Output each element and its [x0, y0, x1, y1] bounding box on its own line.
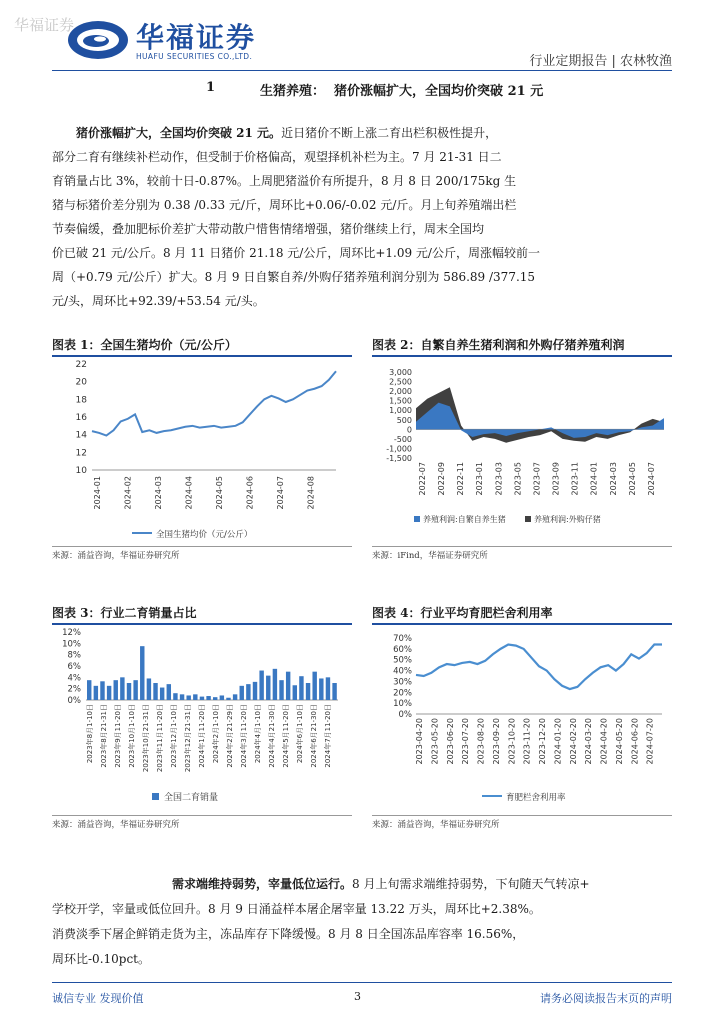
fig3-bar [226, 698, 230, 700]
para-line: 学校开学，宰量或低位回升。8 月 9 日涌益样本屠企屠宰量 13.22 万头，周环比+2.38%。 [52, 902, 541, 916]
fig3-bar [279, 680, 283, 700]
fig4-x-tick-label: 2023-08-20 [476, 718, 486, 765]
fig3-bar [120, 677, 124, 700]
fig1-source-rule [52, 546, 352, 547]
fig3-bar [233, 694, 237, 700]
fig3-bar [87, 680, 91, 700]
para-line: 周环比-0.10pct。 [52, 952, 150, 966]
fig2-y-tick-label: 2,500 [389, 377, 412, 387]
fig3-bar [193, 694, 197, 700]
fig2-y-tick-label: -1,500 [386, 454, 412, 463]
fig3-bar [186, 695, 190, 700]
fig4-x-tick-label: 2023-07-20 [461, 718, 471, 765]
fig3-bar [259, 671, 263, 700]
page-number: 3 [354, 990, 361, 1003]
fig4-x-tick-label: 2023-04-20 [415, 718, 424, 765]
section-number: 1 [206, 80, 216, 95]
fig3-title-rule [52, 623, 352, 625]
fig2-x-tick-label: 2022-07 [418, 462, 427, 496]
fig2-x-tick-label: 2022-11 [456, 462, 466, 496]
fig2-legend-swatch-2 [525, 516, 531, 522]
fig3-x-tick-label: 2023年9月11-20日 [114, 704, 122, 768]
fig4-y-tick-label: 40% [393, 666, 412, 677]
fig3-x-tick-label: 2024年6月21-30日 [310, 704, 318, 768]
fig1-title-rule [52, 355, 352, 357]
footer-divider [52, 982, 672, 983]
fig1-x-tick-label: 2024-02 [123, 476, 133, 510]
brand-name-en: HUAFU SECURITIES CO.,LTD. [136, 52, 253, 61]
fig4-y-tick-label: 30% [393, 677, 412, 688]
fig4-x-tick-label: 2023-09-20 [491, 718, 501, 765]
fig3-x-tick-label: 2024年2月1-10日 [212, 704, 220, 764]
fig2-x-tick-label: 2024-05 [627, 462, 637, 496]
fig1-x-tick-label: 2024-05 [215, 476, 224, 510]
paragraph-demand [52, 872, 672, 972]
fig2-x-tick-label: 2024-03 [608, 462, 618, 496]
fig2-source-rule [372, 546, 672, 547]
fig2-source: 来源：iFind，华福证券研究所 [372, 551, 488, 561]
fig3-source: 来源：涌益咨询，华福证券研究所 [52, 820, 180, 830]
fig3-x-tick-label: 2023年12月1-10日 [170, 704, 178, 768]
fig2-x-tick-label: 2023-11 [570, 462, 580, 496]
footer-disclaimer: 请务必阅读报告末页的声明 [540, 992, 672, 1005]
fig4-chart [372, 626, 672, 812]
para-line: 猪与标猪价差分别为 0.38 /0.33 元/斤，周环比+0.06/-0.02 元/斤。月上旬养殖端出栏 [52, 198, 517, 212]
fig3-legend-label: 全国二育销量 [164, 793, 219, 803]
report-type: 行业定期报告 | 农林牧渔 [529, 54, 672, 69]
fig3-x-tick-label: 2023年8月1-10日 [86, 704, 94, 764]
fig4-x-tick-label: 2024-04-20 [599, 718, 609, 765]
para-line: 近日猪价不断上涨二育出栏积极性提升， [281, 126, 498, 140]
fig2-x-tick-label: 2022-09 [437, 462, 447, 496]
paragraph-lead: 猪价涨幅扩大，全国均价突破 21 元。 [76, 126, 282, 140]
fig3-bar [200, 697, 204, 700]
fig3-bar [167, 684, 171, 700]
para-line: 节奏偏缓，叠加肥标价差扩大带动散户惜售情绪增强，猪价继续上行，周末全国均 [52, 222, 485, 236]
fig3-y-tick-label: 2% [67, 684, 81, 695]
fig1-y-tick-label: 18 [75, 395, 87, 406]
para-line: 周（+0.79 元/公斤）扩大。8 月 9 日自繁自养/外购仔猪养殖利润分别为 586.89 /377.15 [52, 270, 536, 284]
fig4-y-tick-label: 60% [393, 644, 412, 655]
fig3-x-tick-label: 2023年12月21-31日 [184, 704, 192, 773]
fig3-x-tick-label: 2024年2月21-29日 [226, 704, 234, 768]
fig1-x-tick-label: 2024-04 [184, 476, 194, 510]
fig4-y-tick-label: 70% [393, 634, 412, 644]
fig2-x-tick-label: 2023-07 [532, 462, 542, 496]
header-divider [52, 70, 672, 71]
fig3-bar [107, 686, 111, 700]
fig2-y-tick-label: 1,000 [389, 406, 412, 416]
fig1-x-tick-label: 2024-01 [93, 476, 102, 510]
fig3-bar [147, 678, 151, 700]
fig1-title: 图表 1：全国生猪均价（元/公斤） [52, 338, 237, 352]
para-line: 部分二育有继续补栏动作，但受制于价格偏高，观望择机补栏为主。7 月 21-31 日二 [52, 150, 502, 164]
fig3-bar [246, 684, 250, 700]
para-line: 消费淡季下屠企鲜销走货为主，冻品库存下降缓慢。8 月 8 日全国冻品库容率 16.56%， [52, 927, 525, 941]
fig4-x-tick-label: 2023-10-20 [507, 718, 517, 765]
fig4-y-tick-label: 10% [393, 699, 412, 710]
fig1-y-tick-label: 12 [75, 448, 87, 459]
fig3-bar [127, 683, 131, 700]
fig1-x-tick-label: 2024-06 [245, 476, 255, 510]
fig3-bar [319, 678, 323, 700]
fig3-x-tick-label: 2024年5月11-20日 [282, 704, 290, 768]
fig4-x-tick-label: 2024-01-20 [553, 718, 563, 765]
fig4-x-tick-label: 2024-03-20 [584, 718, 594, 765]
fig3-bar [114, 680, 118, 700]
fig4-y-tick-label: 20% [393, 688, 412, 699]
fig1-source: 来源：涌益咨询，华福证券研究所 [52, 551, 180, 561]
fig2-x-tick-label: 2024-07 [646, 462, 656, 496]
fig2-legend-label-1: 养殖利润:自繁自养生猪 [423, 515, 506, 524]
fig3-bar [173, 693, 177, 700]
fig4-x-tick-label: 2023-05-20 [430, 718, 440, 765]
fig3-bar [266, 676, 270, 700]
fig3-bar [220, 695, 224, 700]
fig3-bar [253, 682, 257, 700]
fig2-chart [372, 360, 672, 544]
fig3-x-tick-label: 2024年6月1-10日 [296, 704, 304, 764]
fig3-x-tick-label: 2023年11月11-20日 [156, 704, 164, 773]
fig2-y-tick-label: 3,000 [389, 368, 412, 377]
fig3-bar [286, 672, 290, 700]
fig1-chart [52, 360, 352, 544]
fig1-x-tick-label: 2024-07 [276, 476, 285, 510]
fig2-x-tick-label: 2024-01 [589, 462, 599, 496]
fig3-bar [312, 672, 316, 700]
fig3-x-tick-label: 2023年8月21-31日 [100, 704, 108, 768]
fig3-x-tick-label: 2024年1月11-20日 [198, 704, 206, 768]
fig3-bar [213, 697, 217, 700]
fig1-y-tick-label: 20 [75, 377, 87, 388]
fig3-title: 图表 3：行业二育销量占比 [52, 606, 197, 620]
fig3-y-tick-label: 4% [67, 673, 81, 684]
fig3-x-tick-label: 2023年10月21-31日 [142, 704, 150, 773]
para-line: 价已破 21 元/公斤。8 月 11 日猪价 21.18 元/公斤，周环比+1.09 元/公斤，周涨幅较前一 [52, 246, 540, 260]
fig3-bar [273, 669, 277, 700]
fig3-bar [94, 686, 98, 700]
fig2-y-tick-label: -1,000 [386, 444, 412, 454]
brand-name-cn: 华福证券 [136, 21, 257, 54]
fig2-title: 图表 2：自繁自养生猪利润和外购仔猪养殖利润 [372, 338, 625, 352]
fig3-x-tick-label: 2024年7月11-20日 [324, 704, 332, 768]
fig2-legend-label-2: 养殖利润:外购仔猪 [534, 515, 601, 524]
fig2-x-tick-label: 2023-09 [551, 462, 561, 496]
fig3-bar [299, 676, 303, 700]
para-line: 育销量占比 3%，较前十日-0.87%。上周肥猪溢价有所提升，8 月 8 日 200/175kg 生 [52, 174, 517, 188]
fig3-bar [160, 688, 164, 700]
fig3-chart [52, 626, 352, 812]
fig3-x-tick-label: 2024年3月11-20日 [240, 704, 248, 768]
fig2-y-tick-label: 2,000 [389, 387, 412, 397]
fig1-x-tick-label: 2024-03 [154, 476, 163, 510]
fig4-x-tick-label: 2024-06-20 [630, 718, 640, 765]
fig4-title: 图表 4：行业平均育肥栏舍利用率 [372, 606, 553, 620]
fig3-bar [293, 685, 297, 700]
fig2-x-tick-label: 2023-03 [494, 462, 504, 496]
fig2-y-tick-label: 1,500 [389, 396, 412, 406]
fig4-x-tick-label: 2024-07-20 [645, 718, 655, 765]
fig2-x-tick-label: 2023-01 [475, 462, 485, 496]
fig4-title-rule [372, 623, 672, 625]
fig2-legend-swatch-1 [414, 516, 420, 522]
fig4-x-tick-label: 2023-12-20 [538, 718, 547, 765]
fig4-legend-label: 育肥栏舍利用率 [506, 793, 566, 803]
fig3-x-tick-label: 2024年4月21-30日 [268, 704, 276, 768]
fig3-bar [140, 646, 144, 700]
fig4-x-tick-label: 2024-05-20 [614, 718, 624, 765]
para-line: 8 月上旬需求端维持弱势，下旬随天气转凉+ [352, 877, 590, 891]
fig4-source-rule [372, 815, 672, 816]
fig3-bar [153, 683, 157, 700]
fig2-y-tick-label: -500 [393, 434, 412, 444]
fig3-bar [133, 680, 137, 700]
para-line: 元/头，周环比+92.39/+53.54 元/头。 [52, 294, 265, 308]
fig1-series-line [92, 371, 336, 435]
fig3-bar [206, 696, 210, 700]
fig2-x-tick-label: 2023-05 [513, 462, 523, 496]
fig4-series-line [416, 645, 662, 690]
fig3-x-tick-label: 2023年10月1-10日 [128, 704, 136, 768]
fig4-source: 来源：涌益咨询，华福证券研究所 [372, 820, 500, 830]
fig2-y-tick-label: 500 [396, 415, 412, 425]
fig1-y-tick-label: 16 [75, 413, 87, 423]
fig3-y-tick-label: 8% [67, 650, 81, 661]
fig3-bar [180, 694, 184, 700]
paragraph-lead: 需求端维持弱势，宰量低位运行。 [172, 877, 353, 891]
fig3-y-tick-label: 6% [67, 662, 81, 672]
fig4-x-tick-label: 2023-11-20 [522, 718, 532, 765]
fig1-y-tick-label: 10 [75, 466, 87, 476]
fig2-title-rule [372, 355, 672, 357]
fig1-legend-label: 全国生猪均价（元/公斤） [156, 530, 253, 540]
fig3-legend-swatch [152, 793, 159, 800]
fig4-x-tick-label: 2023-06-20 [445, 718, 455, 765]
fig3-y-tick-label: 0% [67, 696, 81, 706]
fig4-x-tick-label: 2024-02-20 [568, 718, 578, 765]
fig3-bar [306, 683, 310, 700]
paragraph-pig-price [52, 121, 672, 313]
fig3-source-rule [52, 815, 352, 816]
fig3-bar [326, 677, 330, 700]
section-title: 生猪养殖： 猪价涨幅扩大，全国均价突破 21 元 [260, 84, 544, 99]
fig3-y-tick-label: 10% [62, 639, 81, 650]
fig4-y-tick-label: 0% [398, 710, 412, 720]
fig3-bar [240, 686, 244, 700]
fig4-y-tick-label: 50% [393, 655, 412, 666]
fig2-y-tick-label: 0 [406, 425, 412, 435]
footer-slogan: 诚信专业 发现价值 [52, 992, 144, 1005]
company-logo-icon [66, 18, 130, 62]
fig3-y-tick-label: 12% [62, 628, 81, 638]
fig3-bar [332, 683, 336, 700]
fig1-y-tick-label: 22 [75, 360, 87, 370]
fig3-x-tick-label: 2024年4月1-10日 [254, 704, 262, 764]
fig1-y-tick-label: 14 [75, 430, 87, 441]
watermark: 华福证券 [14, 16, 75, 34]
fig3-bar [100, 681, 104, 700]
fig1-x-tick-label: 2024-08 [306, 476, 316, 510]
